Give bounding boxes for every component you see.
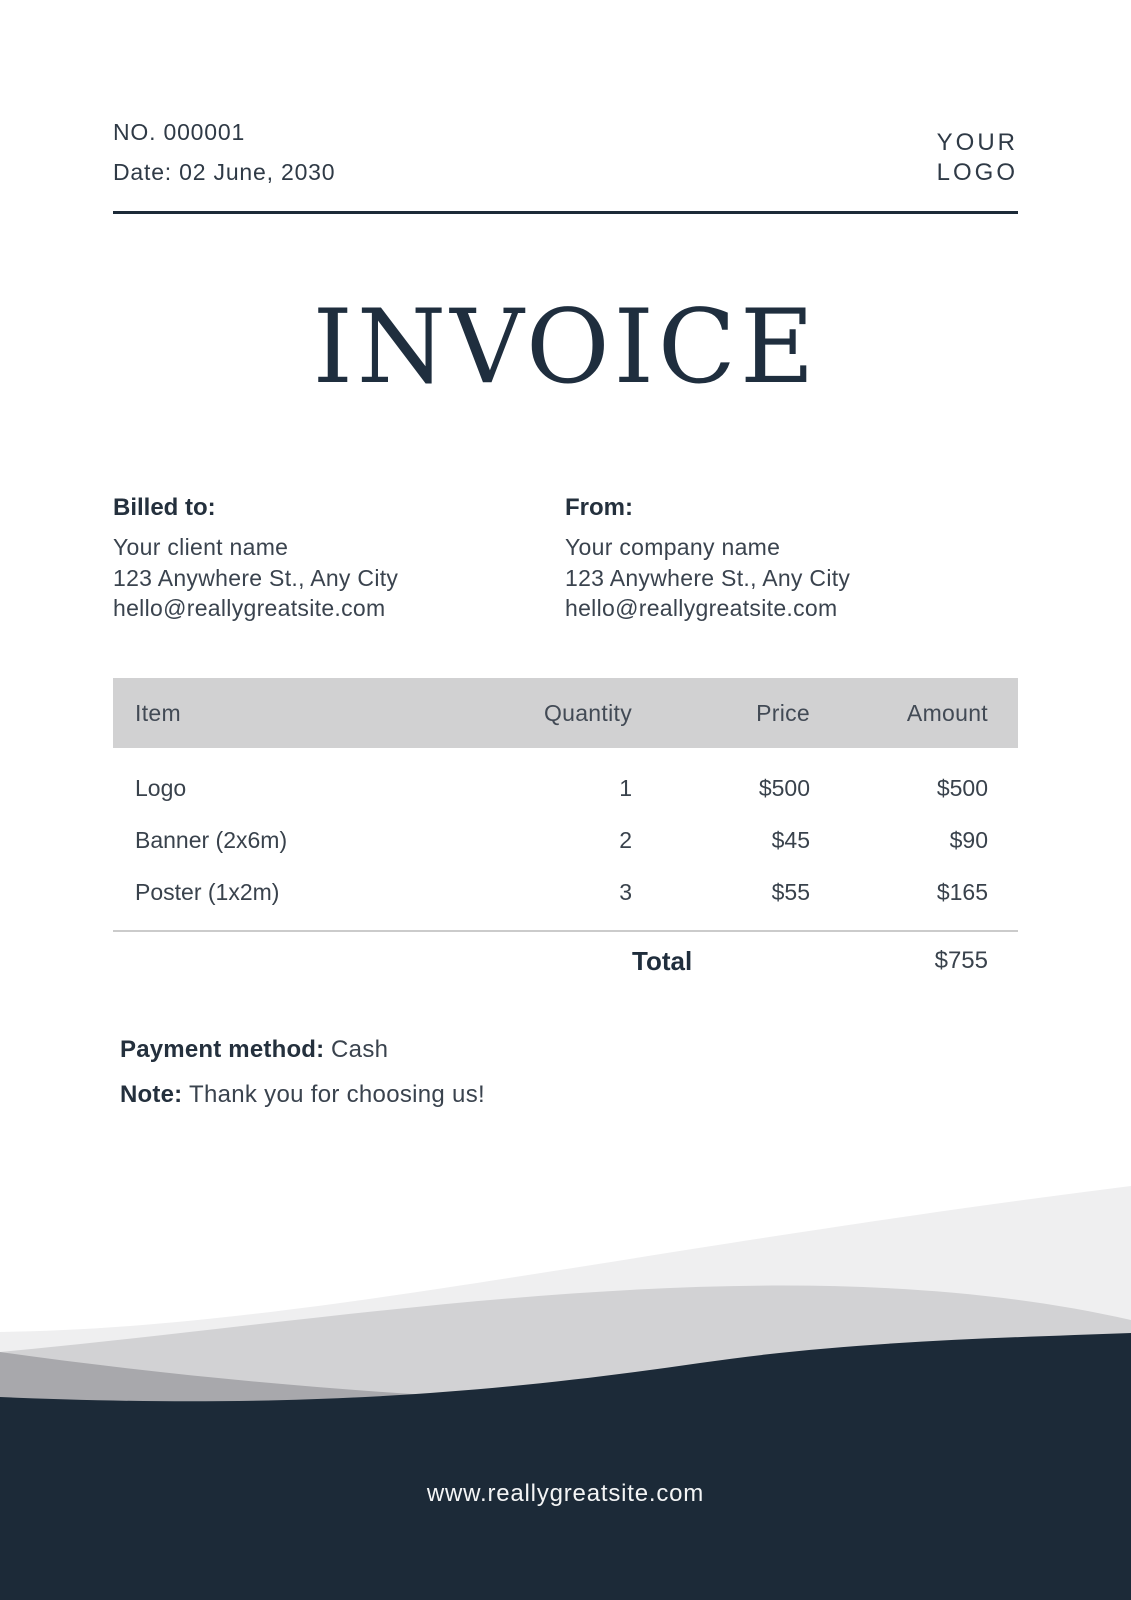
- price-cell: $55: [771, 878, 810, 905]
- billed-to-block: [113, 494, 565, 624]
- total-row: [113, 932, 1018, 990]
- logo-line-2: LOGO: [936, 159, 1018, 186]
- amount-cell: $500: [936, 774, 988, 801]
- payment-method-value: Cash: [331, 1036, 389, 1063]
- header-divider: [113, 211, 1018, 214]
- item-cell: Poster (1x2m): [135, 878, 280, 905]
- logo-line-1: YOUR: [936, 129, 1018, 156]
- payment-method-label: Payment method:: [120, 1036, 325, 1063]
- notes-section: [120, 1036, 485, 1126]
- table-header-row: [113, 678, 1018, 748]
- from-block: [565, 494, 1017, 624]
- amount-cell: $165: [936, 878, 988, 905]
- price-cell: $45: [771, 826, 810, 853]
- amount-cell: $90: [949, 826, 988, 853]
- column-header-quantity: Quantity: [543, 699, 632, 726]
- company-email: hello@reallygreatsite.com: [565, 595, 838, 621]
- table-row: [113, 762, 1018, 814]
- note-line: [120, 1081, 485, 1109]
- total-label: Total: [632, 945, 693, 976]
- page-title: INVOICE: [312, 288, 819, 407]
- invoice-meta: [113, 112, 335, 192]
- billed-to-label: Billed to:: [113, 494, 216, 521]
- footer-wave-decoration: [0, 1130, 1131, 1600]
- note-label: Note:: [120, 1081, 183, 1108]
- company-logo: [937, 128, 1018, 188]
- column-header-amount: Amount: [906, 699, 988, 726]
- item-cell: Banner (2x6m): [135, 826, 288, 853]
- quantity-cell: 3: [619, 878, 632, 905]
- column-header-item: Item: [135, 699, 181, 726]
- column-header-price: Price: [756, 699, 810, 726]
- item-cell: Logo: [135, 774, 187, 801]
- from-label: From:: [565, 494, 633, 521]
- footer-website: www.reallygreatsite.com: [426, 1480, 705, 1507]
- invoice-number: NO. 000001: [113, 119, 246, 145]
- quantity-cell: 2: [619, 826, 632, 853]
- client-email: hello@reallygreatsite.com: [113, 595, 386, 621]
- company-address: 123 Anywhere St., Any City: [565, 564, 851, 591]
- table-body: [113, 748, 1018, 918]
- note-value: Thank you for choosing us!: [189, 1081, 485, 1108]
- total-amount: $755: [934, 947, 988, 974]
- company-name: Your company name: [565, 534, 781, 560]
- address-blocks: [113, 494, 1018, 624]
- table-row: [113, 866, 1018, 918]
- invoice-date: Date: 02 June, 2030: [113, 159, 336, 185]
- table-row: [113, 814, 1018, 866]
- line-items-table: [113, 678, 1018, 990]
- invoice-header: [113, 112, 1018, 192]
- client-name: Your client name: [113, 534, 289, 560]
- client-address: 123 Anywhere St., Any City: [113, 564, 399, 591]
- quantity-cell: 1: [619, 774, 632, 801]
- payment-method-line: [120, 1036, 485, 1064]
- price-cell: $500: [758, 774, 810, 801]
